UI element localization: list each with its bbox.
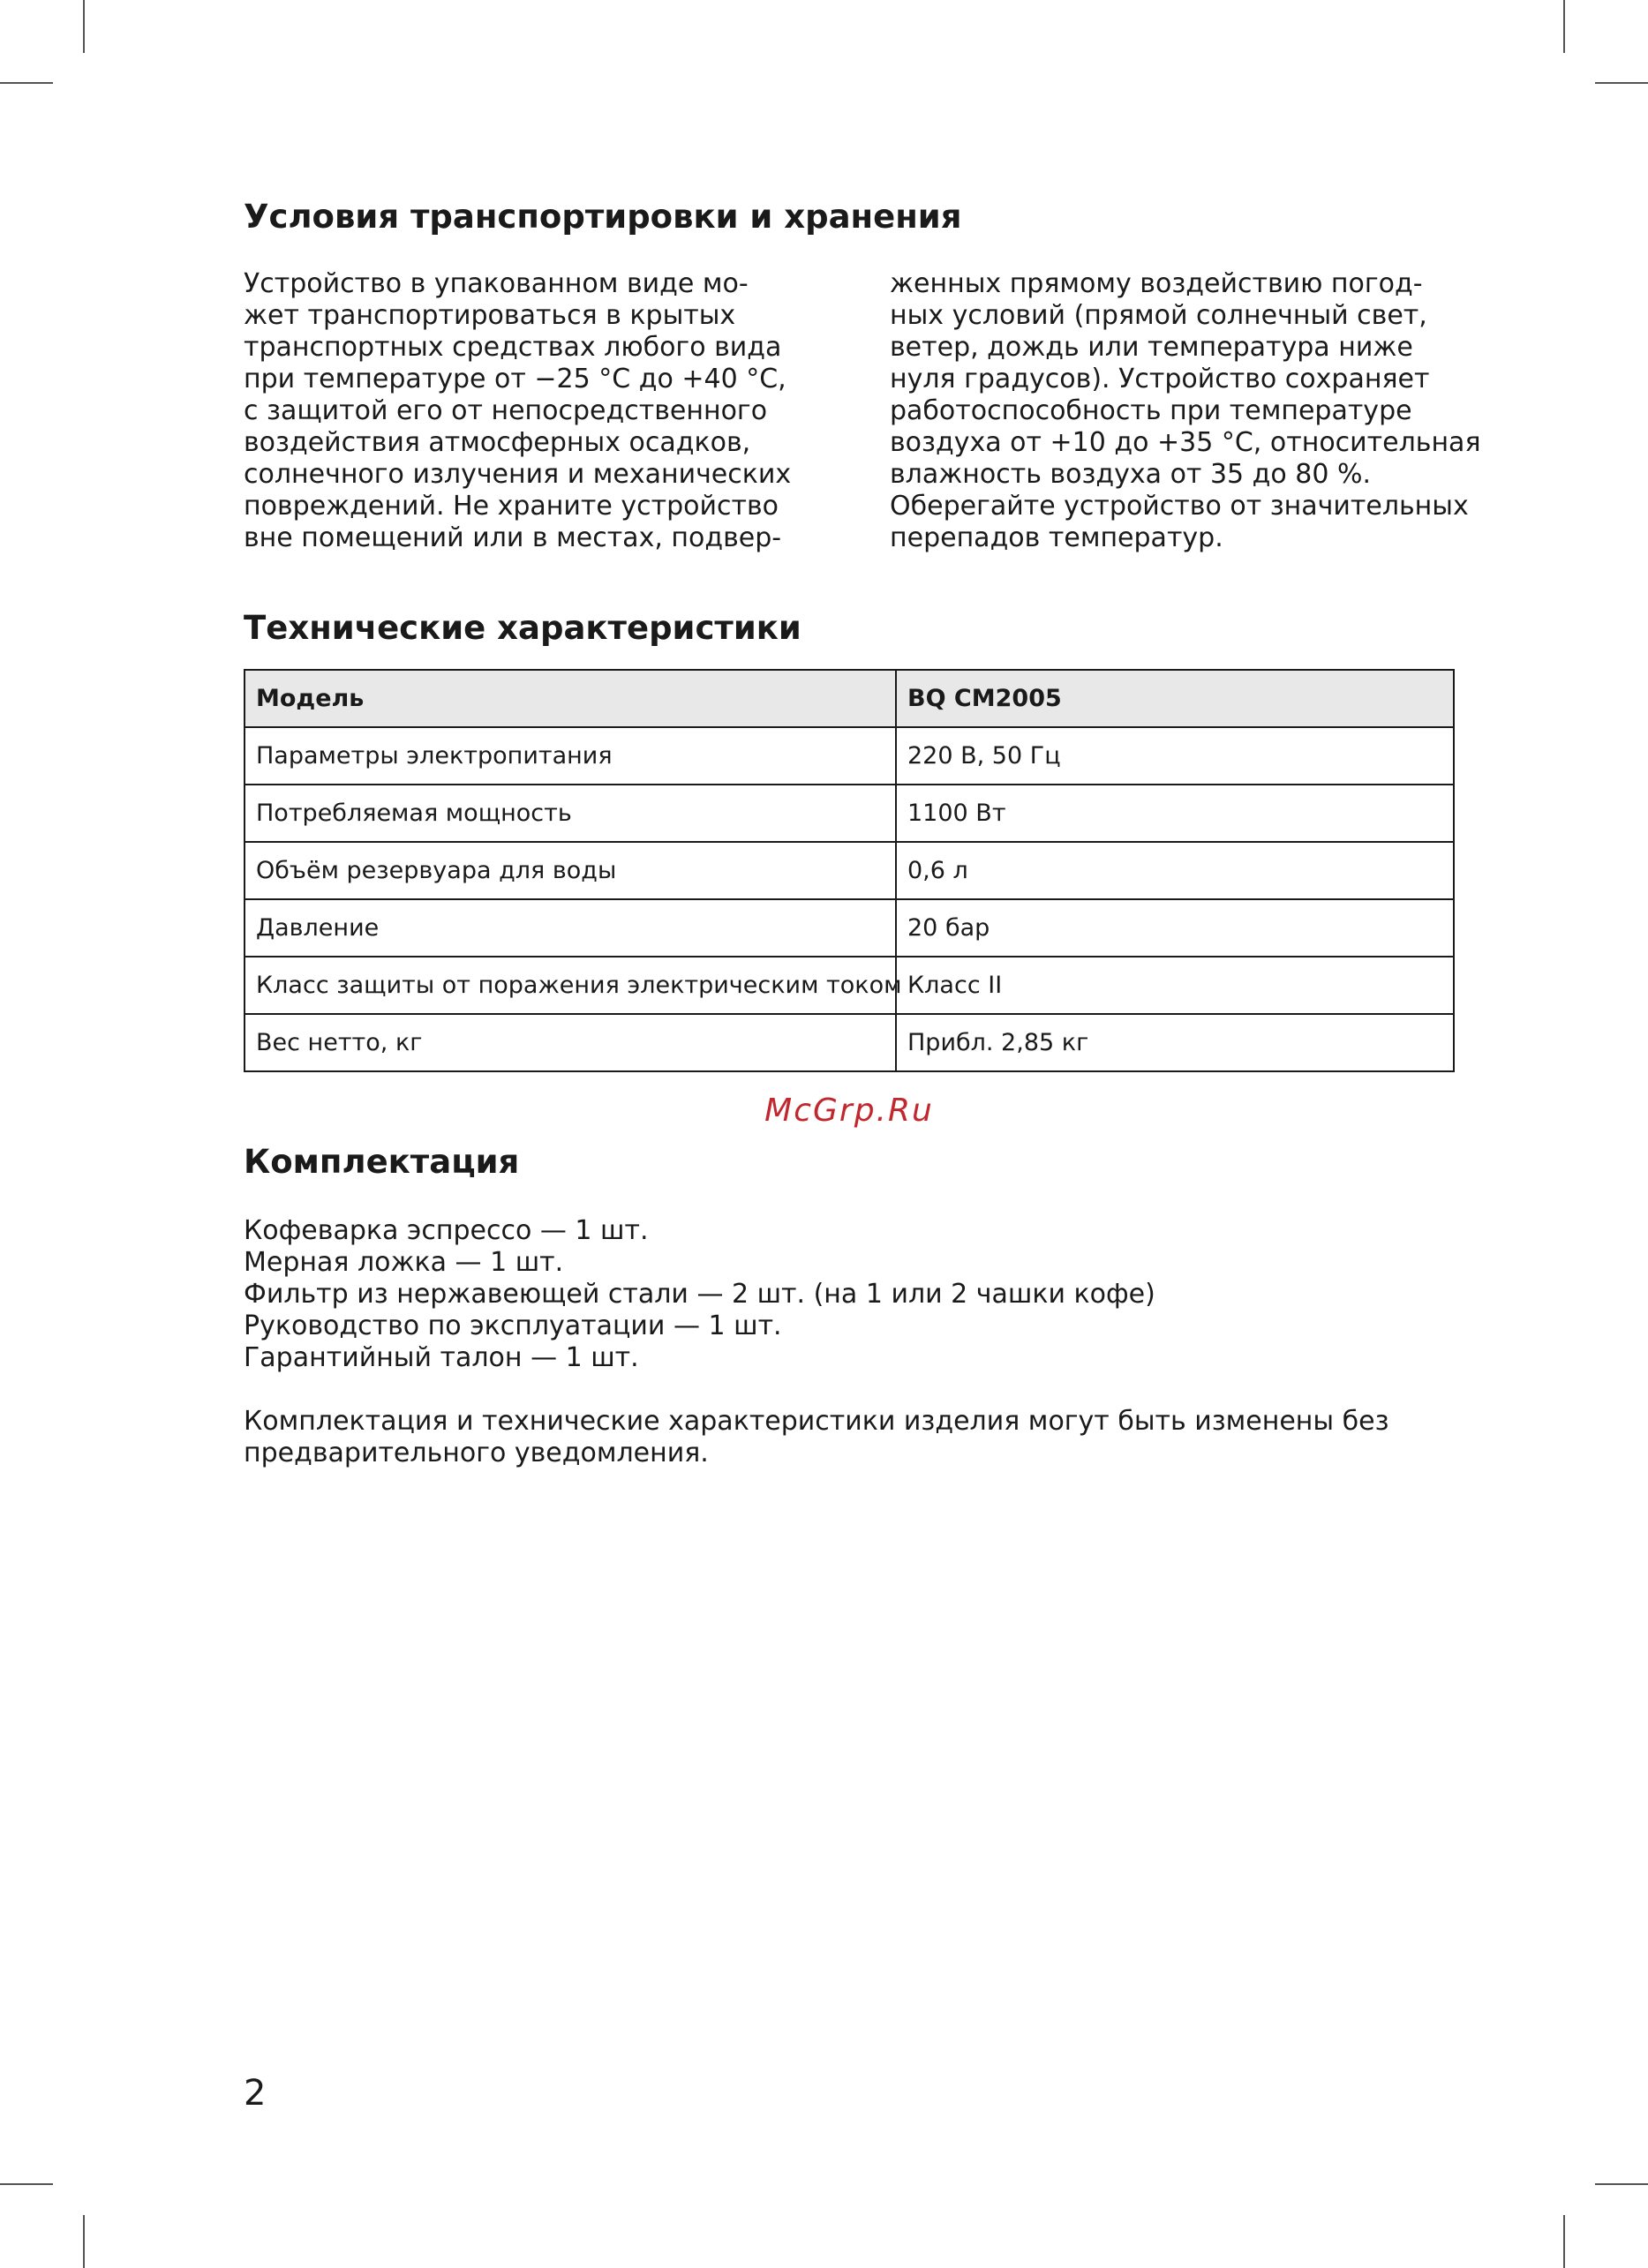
text-line: транспортных средствах любого вида bbox=[244, 332, 782, 363]
paragraph-right bbox=[890, 268, 1481, 554]
spec-label: Потребляемая мощность bbox=[245, 785, 896, 842]
watermark-text: McGrp.Ru bbox=[764, 1093, 934, 1129]
text-line: предварительного уведомления. bbox=[244, 1438, 709, 1468]
page-content bbox=[244, 194, 1481, 1469]
text-line: влажность воздуха от 35 до 80 %. bbox=[890, 459, 1372, 490]
spec-value: Прибл. 2,85 кг bbox=[896, 1014, 1454, 1071]
crop-mark-bottom-right-vertical bbox=[1563, 2215, 1565, 2268]
table-row bbox=[245, 842, 1454, 899]
spec-label: Параметры электропитания bbox=[245, 727, 896, 785]
crop-mark-bottom-right-horizontal bbox=[1595, 2183, 1648, 2185]
spec-label: Вес нетто, кг bbox=[245, 1014, 896, 1071]
spec-label: Класс защиты от поражения электрическим током bbox=[245, 957, 896, 1014]
crop-mark-bottom-left-horizontal bbox=[0, 2183, 53, 2185]
text-line: ветер, дождь или температура ниже bbox=[890, 332, 1413, 363]
crop-mark-top-left-vertical bbox=[83, 0, 85, 53]
spec-value: 1100 Вт bbox=[896, 785, 1454, 842]
text-line: Оберегайте устройство от значительных bbox=[890, 491, 1469, 522]
text-line: жет транспортироваться в крытых bbox=[244, 300, 736, 331]
table-row bbox=[245, 899, 1454, 957]
transport-storage-section bbox=[244, 194, 1481, 554]
crop-mark-bottom-left-vertical bbox=[83, 2215, 85, 2268]
text-line: вне помещений или в местах, подвер- bbox=[244, 522, 782, 553]
text-line: женных прямому воздействию погод- bbox=[890, 268, 1423, 299]
transport-storage-text bbox=[244, 268, 1481, 554]
list-item: Гарантийный талон — 1 шт. bbox=[244, 1342, 639, 1373]
spec-value: 0,6 л bbox=[896, 842, 1454, 899]
text-line: ных условий (прямой солнечный свет, bbox=[890, 300, 1427, 331]
spec-value: Класс II bbox=[896, 957, 1454, 1014]
disclaimer-note bbox=[244, 1406, 1455, 1469]
kit-title: Комплектация bbox=[244, 1143, 520, 1181]
text-line: Устройство в упакованном виде мо- bbox=[244, 268, 749, 299]
text-line: перепадов температур. bbox=[890, 522, 1223, 553]
text-column-left bbox=[244, 268, 809, 554]
spec-label: Давление bbox=[245, 899, 896, 957]
table-row bbox=[245, 785, 1454, 842]
specs-title: Технические характеристики bbox=[244, 609, 801, 647]
kit-section bbox=[244, 1139, 1455, 1469]
crop-mark-top-right-vertical bbox=[1563, 0, 1565, 53]
spec-label: Объём резервуара для воды bbox=[245, 842, 896, 899]
text-line: воздействия атмосферных осадков, bbox=[244, 427, 751, 458]
paragraph-left bbox=[244, 268, 809, 554]
list-item: Кофеварка эспрессо — 1 шт. bbox=[244, 1215, 649, 1246]
text-line: с защитой его от непосредственного bbox=[244, 395, 768, 426]
text-line: повреждений. Не храните устройство bbox=[244, 491, 779, 522]
specs-table bbox=[244, 669, 1455, 1072]
list-item: Фильтр из нержавеющей стали — 2 шт. (на 1 или 2 чашки кофе) bbox=[244, 1279, 1155, 1310]
specs-table-header-row bbox=[245, 670, 1454, 727]
transport-storage-title: Условия транспортировки и хранения bbox=[244, 198, 962, 236]
text-line: при температуре от −25 °С до +40 °С, bbox=[244, 364, 786, 394]
text-column-right bbox=[890, 268, 1481, 554]
kit-list bbox=[244, 1215, 1455, 1374]
crop-mark-top-left-horizontal bbox=[0, 82, 53, 84]
spec-value: 20 бар bbox=[896, 899, 1454, 957]
specs-header-value: BQ CM2005 bbox=[896, 670, 1454, 727]
crop-mark-top-right-horizontal bbox=[1595, 82, 1648, 84]
text-line: работоспособность при температуре bbox=[890, 395, 1412, 426]
table-row bbox=[245, 957, 1454, 1014]
spec-value: 220 В, 50 Гц bbox=[896, 727, 1454, 785]
specs-section bbox=[244, 605, 1455, 1072]
text-line: солнечного излучения и механических bbox=[244, 459, 792, 490]
text-line: Комплектация и технические характеристики изделия могут быть изменены без bbox=[244, 1406, 1389, 1437]
table-row bbox=[245, 1014, 1454, 1071]
page-number: 2 bbox=[244, 2073, 267, 2114]
text-line: воздуха от +10 до +35 °С, относительная bbox=[890, 427, 1481, 458]
list-item: Мерная ложка — 1 шт. bbox=[244, 1247, 564, 1278]
list-item: Руководство по эксплуатации — 1 шт. bbox=[244, 1310, 782, 1341]
specs-header-label: Модель bbox=[245, 670, 896, 727]
table-row bbox=[245, 727, 1454, 785]
text-line: нуля градусов). Устройство сохраняет bbox=[890, 364, 1430, 394]
